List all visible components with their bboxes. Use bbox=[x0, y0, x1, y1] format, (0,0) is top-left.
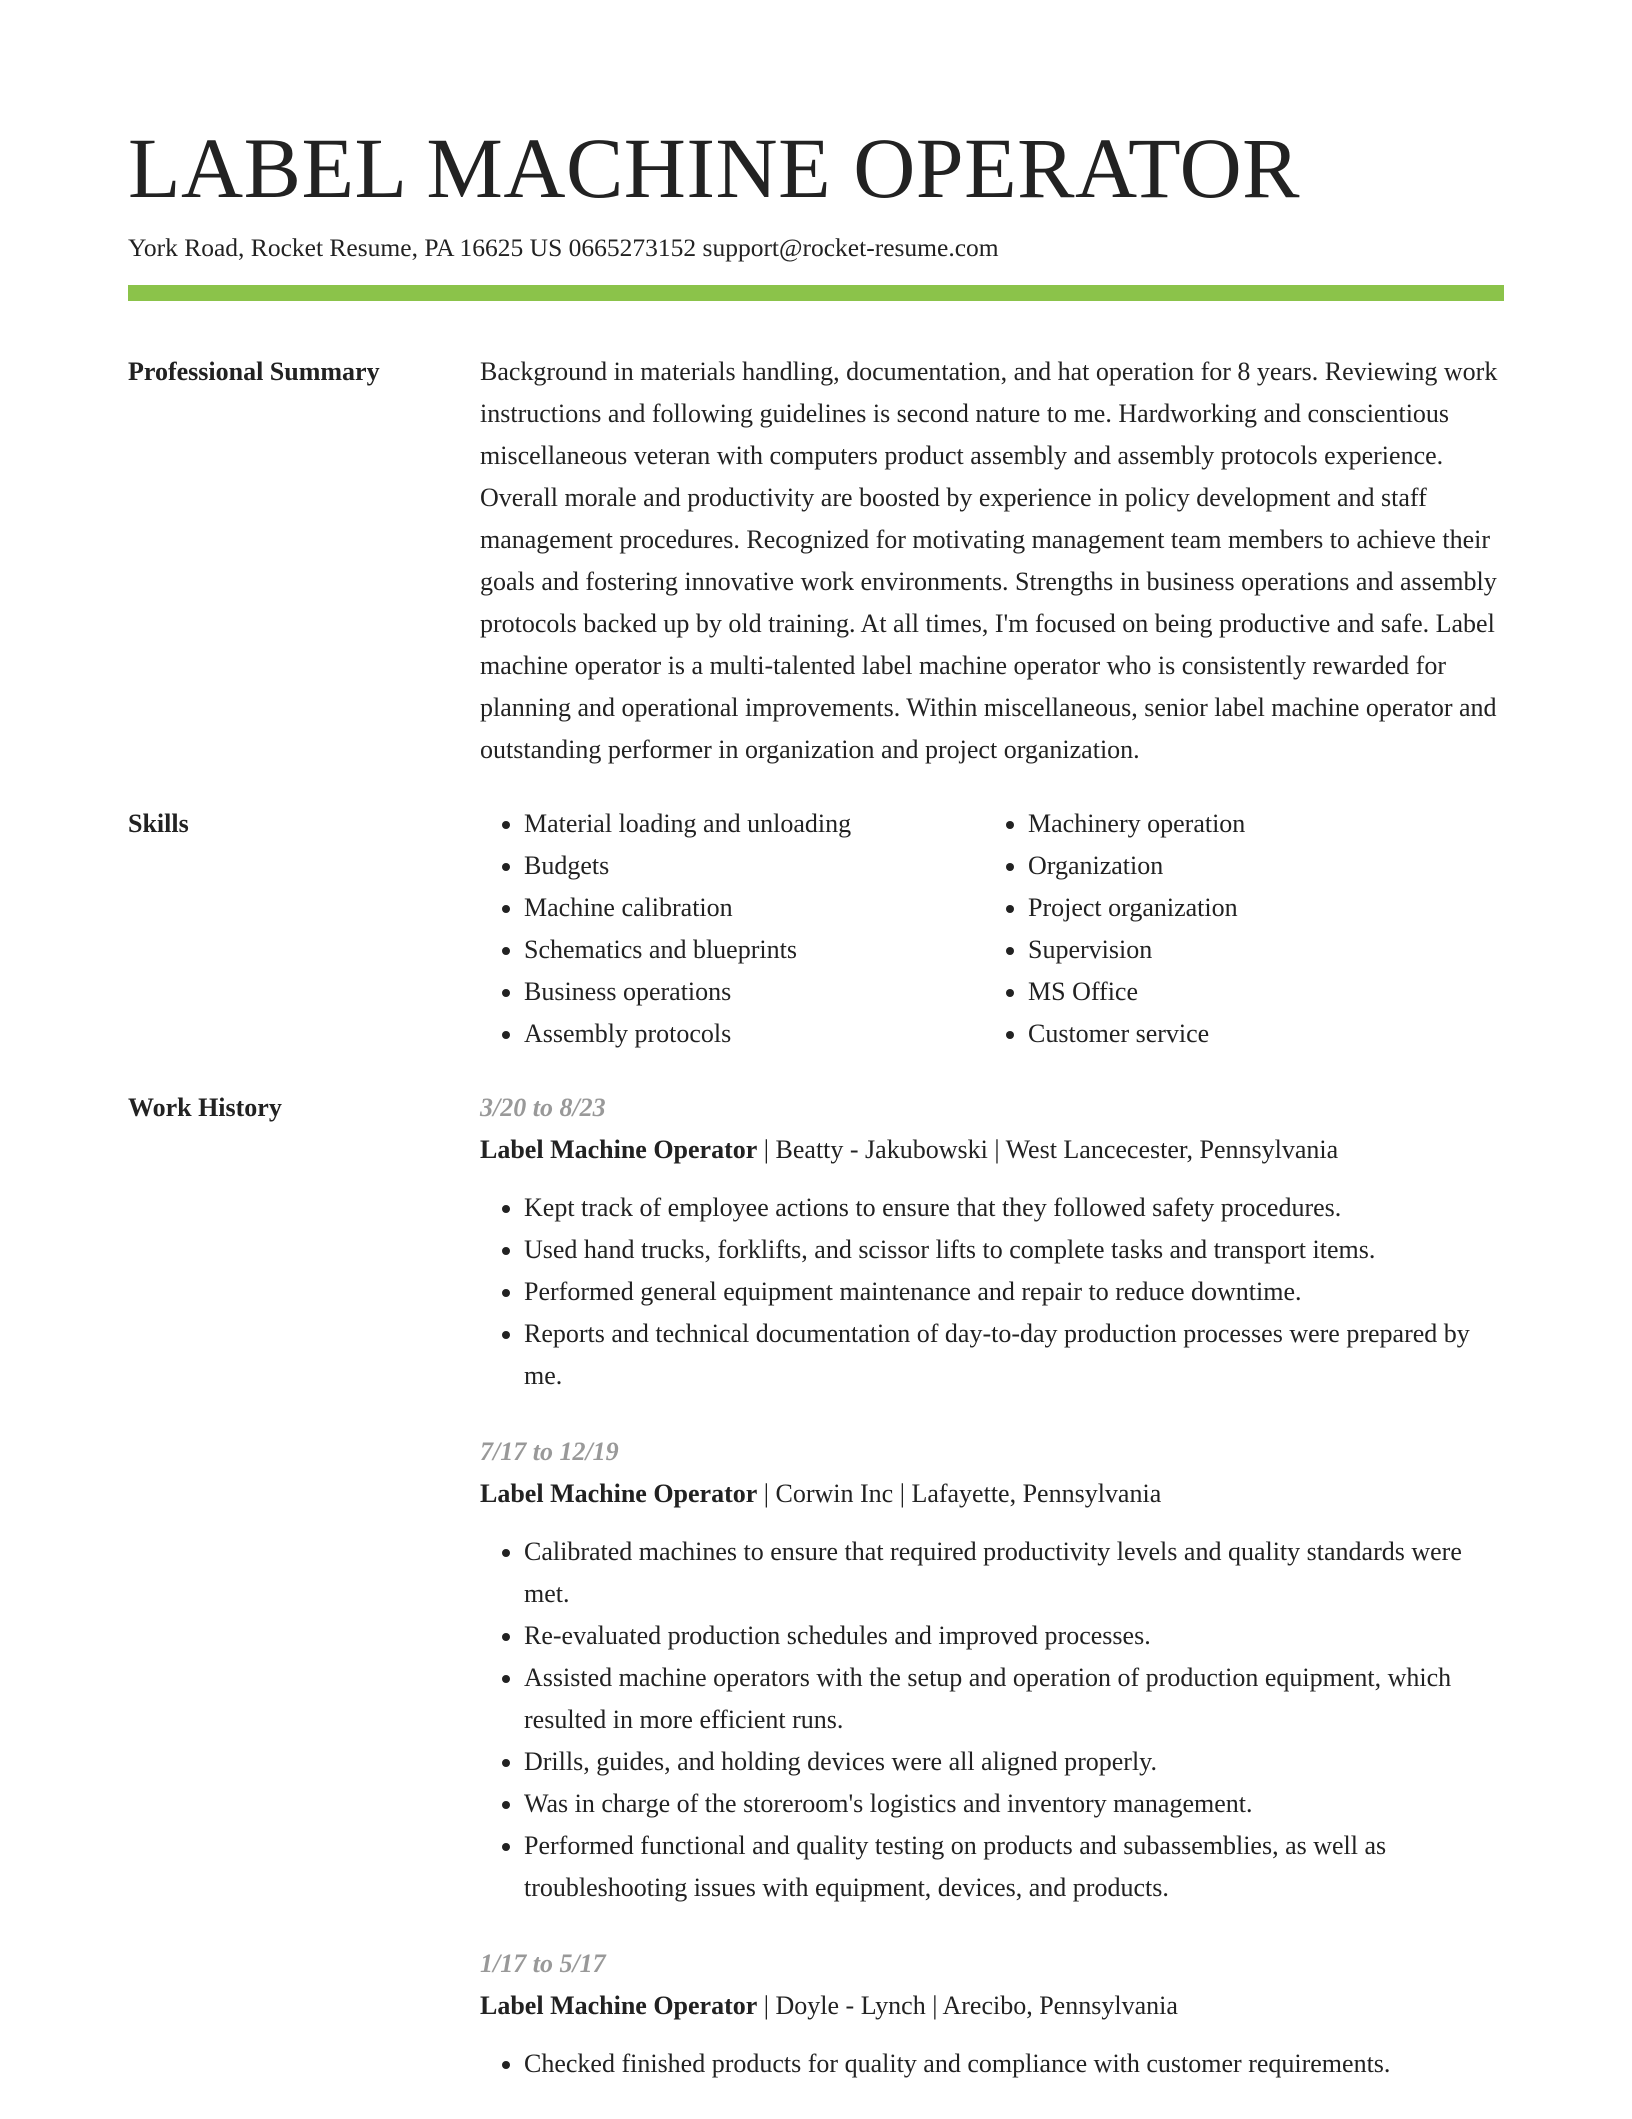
job-bullet: • Drills, guides, and holding devices were all aligned properly. bbox=[524, 1741, 1504, 1783]
work-history-section bbox=[128, 1087, 1504, 2119]
contact-phone: 0665273152 bbox=[568, 233, 697, 262]
job-separator: | bbox=[899, 1479, 912, 1508]
job-separator: | bbox=[932, 1991, 943, 2020]
resume-page bbox=[128, 118, 1504, 2119]
job-company: Doyle - Lynch bbox=[775, 1991, 926, 2020]
job-separator: | bbox=[763, 1991, 776, 2020]
skills-list-left bbox=[480, 803, 984, 1055]
job-bullets bbox=[480, 1187, 1504, 1397]
job-bullets bbox=[480, 1531, 1504, 1909]
job-separator: | bbox=[763, 1135, 776, 1164]
skill-item: • MS Office bbox=[1028, 971, 1488, 1013]
skill-item: • Assembly protocols bbox=[524, 1013, 984, 1055]
job-entry bbox=[480, 1943, 1504, 2085]
job-bullet: • Assisted machine operators with the setup and operation of production equipment, which resulted in more efficient runs. bbox=[524, 1657, 1504, 1741]
section-label-skills: Skills bbox=[128, 809, 189, 838]
job-bullet: • Checked finished products for quality and compliance with customer requirements. bbox=[524, 2043, 1504, 2085]
contact-address: York Road, Rocket Resume, PA 16625 US bbox=[128, 233, 563, 262]
skill-item: • Customer service bbox=[1028, 1013, 1488, 1055]
skill-item: • Machinery operation bbox=[1028, 803, 1488, 845]
header-divider bbox=[128, 285, 1504, 301]
skill-item: • Machine calibration bbox=[524, 887, 984, 929]
skill-item: • Budgets bbox=[524, 845, 984, 887]
section-label-summary: Professional Summary bbox=[128, 357, 380, 386]
skill-item: • Supervision bbox=[1028, 929, 1488, 971]
resume-title: LABEL MACHINE OPERATOR bbox=[128, 120, 1301, 216]
job-heading bbox=[480, 1473, 1504, 1515]
job-company: Beatty - Jakubowski bbox=[775, 1135, 988, 1164]
job-separator: | bbox=[763, 1479, 776, 1508]
job-entry bbox=[480, 1431, 1504, 1909]
skill-item: • Project organization bbox=[1028, 887, 1488, 929]
job-bullet: • Reports and technical documentation of day-to-day production processes were prepared by me. bbox=[524, 1313, 1504, 1397]
contact-email[interactable]: support@rocket-resume.com bbox=[702, 233, 999, 262]
job-bullet: • Re-evaluated production schedules and improved processes. bbox=[524, 1615, 1504, 1657]
skills-section bbox=[128, 803, 1504, 1055]
job-bullet: • Performed functional and quality testing on products and subassemblies, as well as troubleshooting issues with equipment, devices, and products. bbox=[524, 1825, 1504, 1909]
job-location: Arecibo, Pennsylvania bbox=[942, 1991, 1178, 2020]
job-location: West Lancecester, Pennsylvania bbox=[1005, 1135, 1339, 1164]
job-company: Corwin Inc bbox=[775, 1479, 894, 1508]
job-bullet: • Kept track of employee actions to ensure that they followed safety procedures. bbox=[524, 1187, 1504, 1229]
job-bullet: • Performed general equipment maintenance and repair to reduce downtime. bbox=[524, 1271, 1504, 1313]
skill-item: • Organization bbox=[1028, 845, 1488, 887]
skills-list-right bbox=[984, 803, 1488, 1055]
job-entry bbox=[480, 1087, 1504, 1397]
job-dates: 1/17 to 5/17 bbox=[480, 1949, 606, 1978]
job-separator: | bbox=[994, 1135, 1006, 1164]
job-title: Label Machine Operator bbox=[480, 1135, 758, 1164]
job-bullet: • Calibrated machines to ensure that required productivity levels and quality standards were met. bbox=[524, 1531, 1504, 1615]
job-dates: 3/20 to 8/23 bbox=[480, 1093, 606, 1122]
section-label-work-history: Work History bbox=[128, 1093, 282, 1122]
job-dates: 7/17 to 12/19 bbox=[480, 1437, 619, 1466]
job-heading bbox=[480, 1129, 1504, 1171]
job-bullet: • Used hand trucks, forklifts, and scissor lifts to complete tasks and transport items. bbox=[524, 1229, 1504, 1271]
skill-item: • Material loading and unloading bbox=[524, 803, 984, 845]
skill-item: • Business operations bbox=[524, 971, 984, 1013]
summary-text: Background in materials handling, documentation, and hat operation for 8 years. Reviewing work instructions and following guidelines is second nature to me. Hardworking and conscientious miscellaneous veteran with computers product assembly and assembly protocols experience. Overall morale and productivity are boosted by experience in policy development and staff management procedures. Recognized for motivating management team members to achieve their goals and fostering innovative work environments. Strengths in business operations and assembly protocols backed up by old training. At all times, I'm focused on being productive and safe. Label machine operator is a multi-talented label machine operator who is consistently rewarded for planning and operational improvements. Within miscellaneous, senior label machine operator and outstanding performer in organization and project organization. bbox=[480, 357, 1498, 764]
job-heading bbox=[480, 1985, 1504, 2027]
job-title: Label Machine Operator bbox=[480, 1479, 758, 1508]
skill-item: • Schematics and blueprints bbox=[524, 929, 984, 971]
summary-section bbox=[128, 351, 1504, 771]
contact-line bbox=[128, 231, 1504, 265]
job-title: Label Machine Operator bbox=[480, 1991, 758, 2020]
job-bullets bbox=[480, 2043, 1504, 2085]
job-location: Lafayette, Pennsylvania bbox=[911, 1479, 1162, 1508]
job-bullet: • Was in charge of the storeroom's logistics and inventory management. bbox=[524, 1783, 1504, 1825]
